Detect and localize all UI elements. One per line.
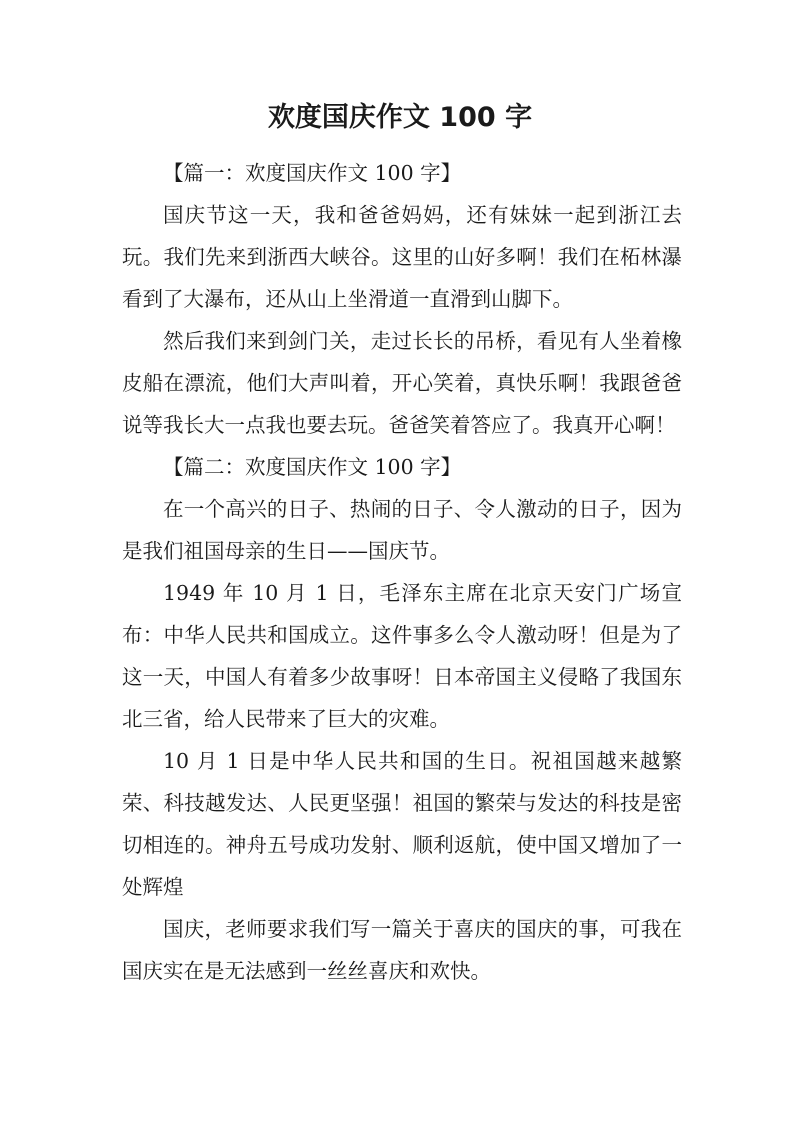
section-heading: 【篇一：欢度国庆作文 100 字】 (163, 161, 462, 185)
paragraph: 1949 年 10 月 1 日，毛泽东主席在北京天安门广场宣布：中华人民共和国成立。这件事多么令人激动呀！但是为了这一天，中国人有着多少故事呀！日本帝国主义侵略了我国东北三省，给人民带来了巨大的灾难。 (122, 581, 682, 731)
paragraph: 在一个高兴的日子、热闹的日子、令人激动的日子，因为是我们祖国母亲的生日——国庆节。 (122, 497, 682, 563)
paragraph: 国庆节这一天，我和爸爸妈妈，还有妹妹一起到浙江去玩。我们先来到浙西大峡谷。这里的山好多啊！我们在柘林瀑看到了大瀑布，还从山上坐滑道一直滑到山脚下。 (122, 203, 682, 311)
paragraph: 然后我们来到剑门关，走过长长的吊桥，看见有人坐着橡皮船在漂流，他们大声叫着，开心笑着，真快乐啊！我跟爸爸说等我长大一点我也要去玩。爸爸笑着答应了。我真开心啊！ (122, 329, 682, 437)
paragraph: 10 月 1 日是中华人民共和国的生日。祝祖国越来越繁荣、科技越发达、人民更坚强！祖国的繁荣与发达的科技是密切相连的。神舟五号成功发射、顺利返航，使中国又增加了一处辉煌 (122, 749, 682, 899)
paragraph: 国庆，老师要求我们写一篇关于喜庆的国庆的事，可我在国庆实在是无法感到一丝丝喜庆和欢快。 (122, 917, 682, 983)
document-body (122, 152, 682, 992)
page-title: 欢度国庆作文 100 字 (267, 102, 533, 133)
section-heading: 【篇二：欢度国庆作文 100 字】 (163, 455, 462, 479)
